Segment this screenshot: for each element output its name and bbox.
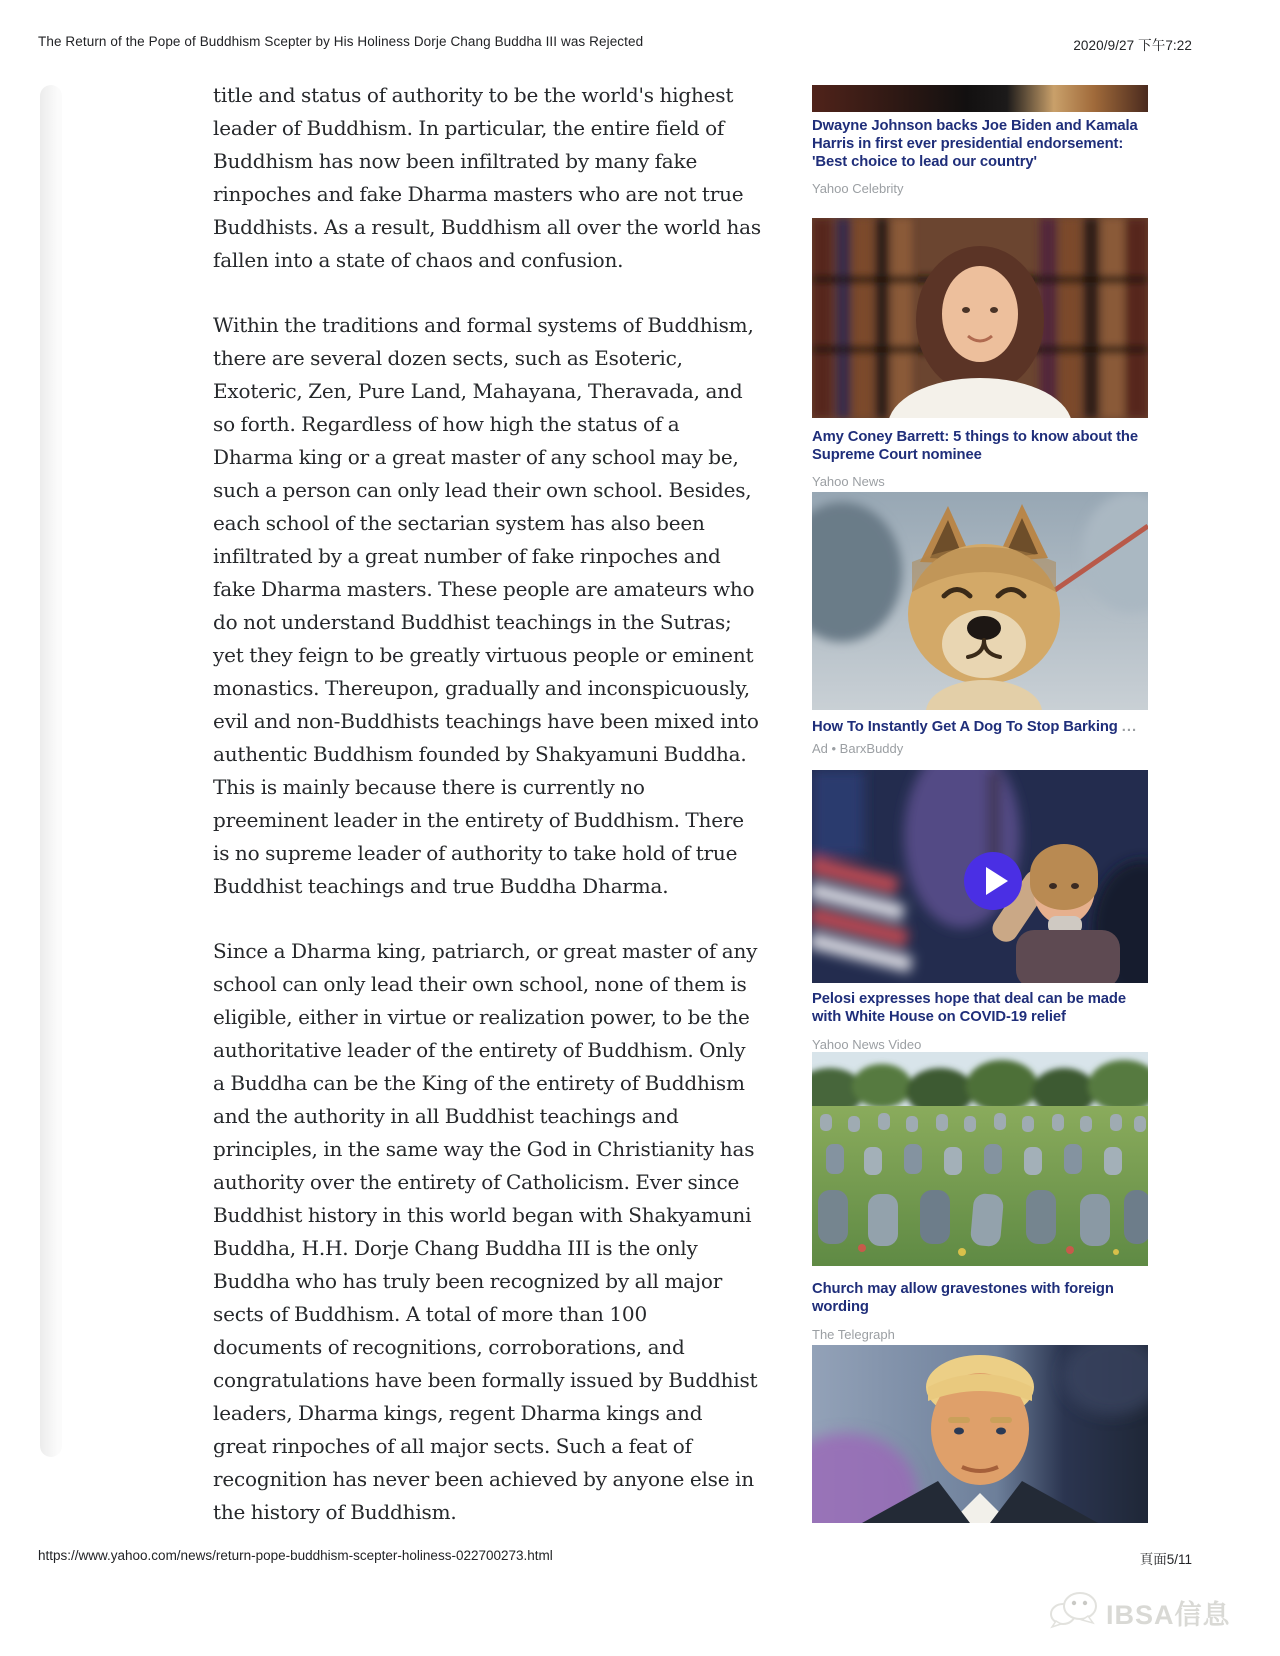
play-icon[interactable] (964, 852, 1022, 910)
print-footer-page-number: 頁面5/11 (1139, 1552, 1192, 1567)
print-header-title: The Return of the Pope of Buddhism Scepter by His Holiness Dorje Chang Buddha III was Rejected (38, 34, 644, 49)
ad-headline-text[interactable]: How To Instantly Get A Dog To Stop Barking (812, 719, 1118, 735)
smiling-dog-illustration (812, 492, 1148, 710)
pelosi-video-thumbnail[interactable] (812, 770, 1148, 983)
amy-coney-barrett-illustration (812, 218, 1148, 418)
ad-headline[interactable] (812, 718, 1152, 736)
article-paragraph: title and status of authority to be the world's highest leader of Buddhism. In particular, the entire field of Buddhism has now been infiltrated by many fake rinpoches and fake Dharma masters who are not true Buddhists. As a result, Buddhism all over the world has fallen into a state of chaos and confusion. (213, 83, 761, 272)
article-paragraph: Since a Dharma king, patriarch, or great master of any school can only lead their own school, none of them is eligible, either in virtue or realization power, to be the authoritative leader of the entirety of Buddhism. Only a Buddha can be the King of the entirety of Buddhism and the authority in all Buddhist teachings and principles, in the same way the God in Christianity has authority over the entirety of Catholicism. Ever since Buddhist history in this world began with Shakyamuni Buddha, H.H. Dorje Chang Buddha III is the only Buddha who has truly been recognized by all major sects of Buddhism. A total of more than 100 documents of recognitions, corroborations, and congratulations have been formally issued by Buddhist leaders, Dharma kings, regent Dharma kings and great rinpoches of all major sects. Such a feat of recognition has never been achieved by anyone else in the history of Buddhism. (213, 939, 758, 1524)
wechat-icon (1048, 1588, 1100, 1637)
story-source: Yahoo News Video (812, 1037, 922, 1052)
ad-source: Ad • BarxBuddy (812, 741, 904, 756)
gravestones-thumbnail[interactable] (812, 1052, 1148, 1266)
dwayne-johnson-thumbnail[interactable] (812, 85, 1148, 112)
print-footer-url: https://www.yahoo.com/news/return-pope-buddhism-scepter-holiness-022700273.html (38, 1548, 553, 1563)
story-headline[interactable]: Church may allow gravestones with foreign wording (812, 1281, 1114, 1315)
print-header (38, 34, 1192, 54)
related-stories-sidebar (812, 85, 1148, 1523)
story-headline[interactable]: Pelosi expresses hope that deal can be made with White House on COVID-19 relief (812, 991, 1126, 1025)
article-body (213, 79, 761, 1561)
story-headline[interactable]: Amy Coney Barrett: 5 things to know about the Supreme Court nominee (812, 429, 1138, 463)
article-paragraph: Within the traditions and formal systems of Buddhism, there are several dozen sects, such as Esoteric, Exoteric, Zen, Pure Land, Mahayana, Theravada, and so forth. Regardless of how high the status of a Dharma king or a great master of any school may be, such a person can only lead their own school. Besides, each school of the sectarian system has also been infiltrated by a great number of fake rinpoches and fake Dharma masters. These people are amateurs who do not understand Buddhist teachings in the Sutras; yet they feign to be greatly virtuous people or eminent monastics. Thereupon, gradually and inconspicuously, evil and non-Buddhists teachings have been mixed into authentic Buddhism founded by Shakyamuni Buddha. This is mainly because there is currently no preeminent leader in the entirety of Buddhism. There is no supreme leader of authority to take hold of true Buddhist teachings and true Buddha Dharma. (213, 313, 759, 898)
watermark (1048, 1588, 1231, 1637)
print-header-datetime: 2020/9/27 下午7:22 (1073, 38, 1192, 53)
cemetery-illustration (812, 1052, 1148, 1266)
story-headline[interactable]: Dwayne Johnson backs Joe Biden and Kamala Harris in first ever presidential endorsement: 'Best choice to lead our country' (812, 118, 1138, 170)
more-options-icon[interactable]: ... (1121, 719, 1138, 735)
story-source: The Telegraph (812, 1327, 895, 1342)
story-source: Yahoo News (812, 474, 885, 489)
watermark-label: IBSA信息 (1106, 1600, 1231, 1630)
smiling-dog-thumbnail[interactable] (812, 492, 1148, 710)
trump-illustration (812, 1345, 1148, 1523)
trump-thumbnail[interactable] (812, 1345, 1148, 1523)
scrollbar-track[interactable] (40, 85, 62, 1457)
story-source: Yahoo Celebrity (812, 181, 904, 196)
amy-coney-barrett-thumbnail[interactable] (812, 218, 1148, 418)
print-footer (38, 1548, 1192, 1568)
